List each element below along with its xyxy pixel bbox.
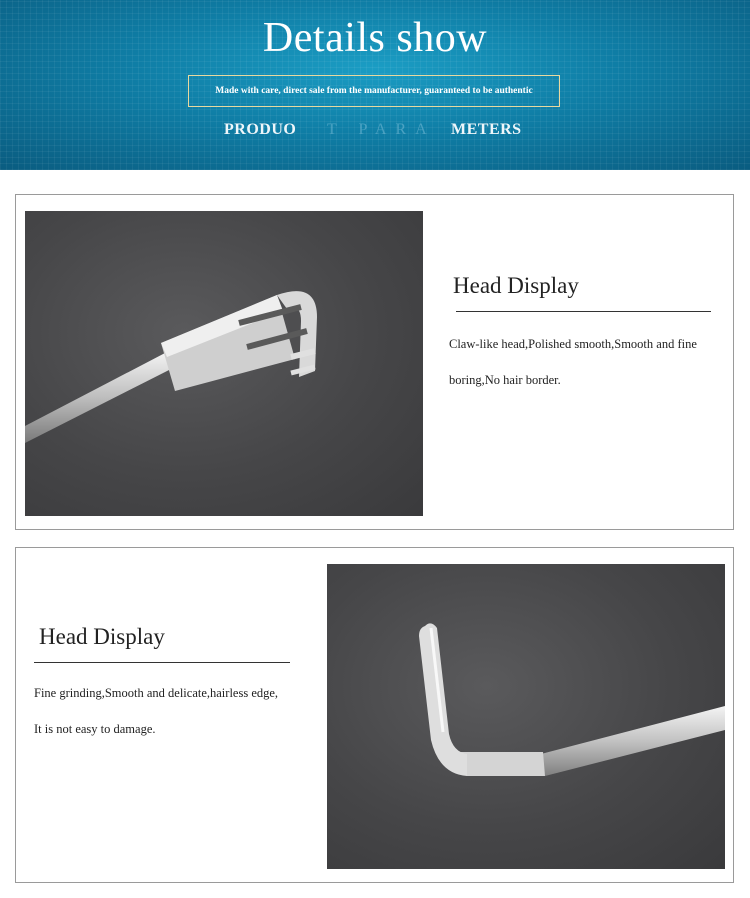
banner-title: Details show <box>262 15 488 61</box>
detail-card-1 <box>15 194 734 530</box>
section-1-desc-line-1: Claw-like head,Polished smooth,Smooth and fine <box>449 337 697 351</box>
section-2-desc-line-2: It is not easy to damage. <box>34 722 156 736</box>
details-banner <box>0 0 750 170</box>
banner-tagline: Made with care, direct sale from the manufacturer, guaranteed to be authentic <box>215 86 533 96</box>
section-1-divider <box>456 311 711 312</box>
section-2-description <box>34 675 324 747</box>
section-2-text <box>34 624 324 747</box>
section-2-divider <box>34 662 290 663</box>
section-2-heading: Head Display <box>39 624 165 649</box>
section-2-desc-line-1: Fine grinding,Smooth and delicate,hairless edge, <box>34 686 279 700</box>
hook-retractor-photo <box>327 564 725 869</box>
section-1-heading: Head Display <box>453 273 579 298</box>
banner-param-1: PRODUO <box>224 121 297 138</box>
banner-param-2: T PARA <box>327 121 436 138</box>
claw-retractor-photo <box>25 211 423 516</box>
banner-param-3: METERS <box>451 121 522 138</box>
section-1-description <box>448 326 728 398</box>
detail-card-2 <box>15 547 734 883</box>
section-1-text <box>448 273 728 398</box>
banner-params <box>0 121 750 143</box>
banner-tagline-box <box>188 75 560 107</box>
section-1-desc-line-2: boring,No hair border. <box>449 373 561 387</box>
